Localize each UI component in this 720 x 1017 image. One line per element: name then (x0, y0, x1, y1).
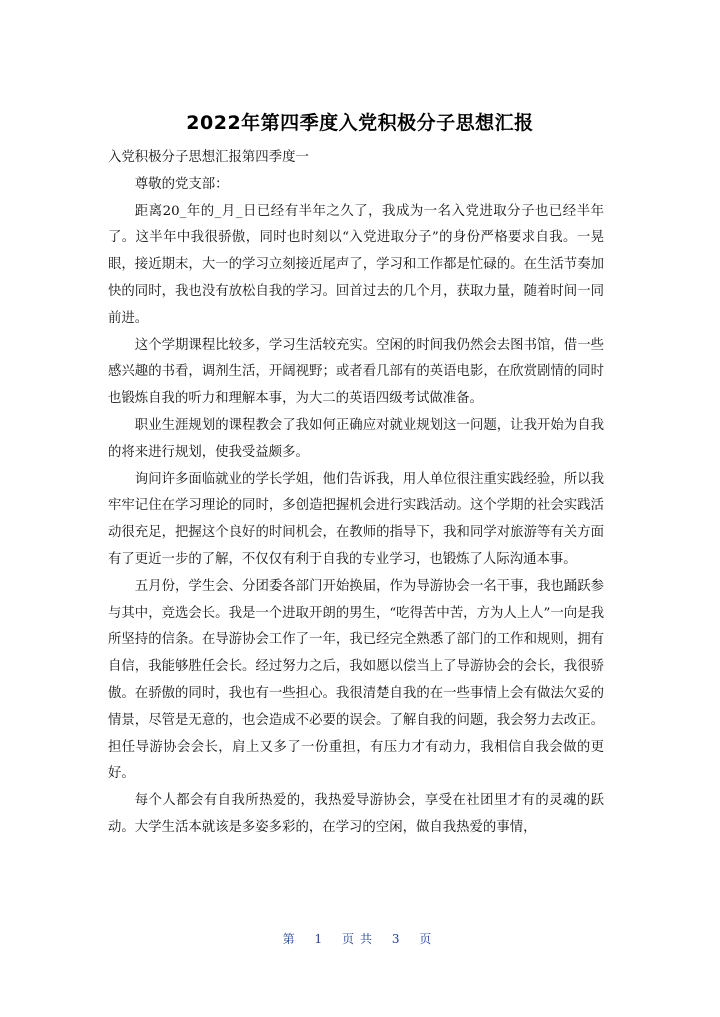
page-footer (0, 930, 720, 947)
paragraph-3: 职业生涯规划的课程教会了我如何正确应对就业规划这一问题，让我开始为自我的将来进行规划，使我受益颇多。 (108, 417, 604, 460)
total-pages: 3 (391, 932, 406, 946)
document-subtitle: 入党积极分子思想汇报第四季度一 (108, 150, 309, 165)
salutation: 尊敬的党支部： (134, 176, 229, 192)
page-number: 1 (314, 932, 329, 946)
paragraph-4: 询问许多面临就业的学长学姐，他们告诉我，用人单位很注重实践经验，所以我牢牢记住在学习理论的同时，多创造把握机会进行实践活动。这个学期的社会实践活动很充足，把握这个良好的时间机会，在教师的指导下，我和同学对旅游等有关方面有了更近一步的了解，不仅仅有利于自我的专业学习，也锻炼了人际沟通本事。 (108, 471, 604, 567)
paragraph-2: 这个学期课程比较多，学习生活较充实。空闲的时间我仍然会去图书馆，借一些感兴趣的书看，调剂生活，开阔视野；或者看几部有的英语电影，在欣赏剧情的同时也锻炼自我的听力和理解本事，为大二的英语四级考试做准备。 (108, 337, 604, 407)
paragraph-6: 每个人都会有自我所热爱的，我热爱导游协会，享受在社团里才有的灵魂的跃动。大学生活本就该是多姿多彩的，在学习的空闲，做自我热爱的事情， (108, 793, 604, 835)
page-label-suffix: 页 (419, 932, 438, 946)
page-label-prefix: 第 (282, 932, 301, 946)
document-body (108, 145, 604, 842)
paragraph-5: 五月份，学生会、分团委各部门开始换届，作为导游协会一名干事，我也踊跃参与其中，竞选会长。我是一个进取开朗的男生，“吃得苦中苦，方为人上人”一向是我所坚持的信条。在导游协会工作了一年，我已经完全熟悉了部门的工作和规则，拥有自信，我能够胜任会长。经过努力之后，我如愿以偿当上了导游协会的会长，我很骄傲。在骄傲的同时，我也有一些担心。我很清楚自我的在一些事情上会有做法欠妥的情景，尽管是无意的，也会造成不必要的误会。了解自我的问题，我会努力去改正。担任导游协会会长，肩上又多了一份重担，有压力才有动力，我相信自我会做的更好。 (108, 578, 604, 782)
document-title: 2022年第四季度入党积极分子思想汇报 (186, 112, 534, 134)
page-label-middle: 页共 (341, 932, 378, 946)
paragraph-1: 距离20_年的_月_日已经有半年之久了，我成为一名入党进取分子也已经半年了。这半年中我很骄傲，同时也时刻以“入党进取分子”的身份严格要求自我。一晃眼，接近期末，大一的学习立刻接近尾声了，学习和工作都是忙碌的。在生活节奏加快的同时，我也没有放松自我的学习。回首过去的几个月，获取力量，随着时间一同前进。 (108, 203, 604, 326)
